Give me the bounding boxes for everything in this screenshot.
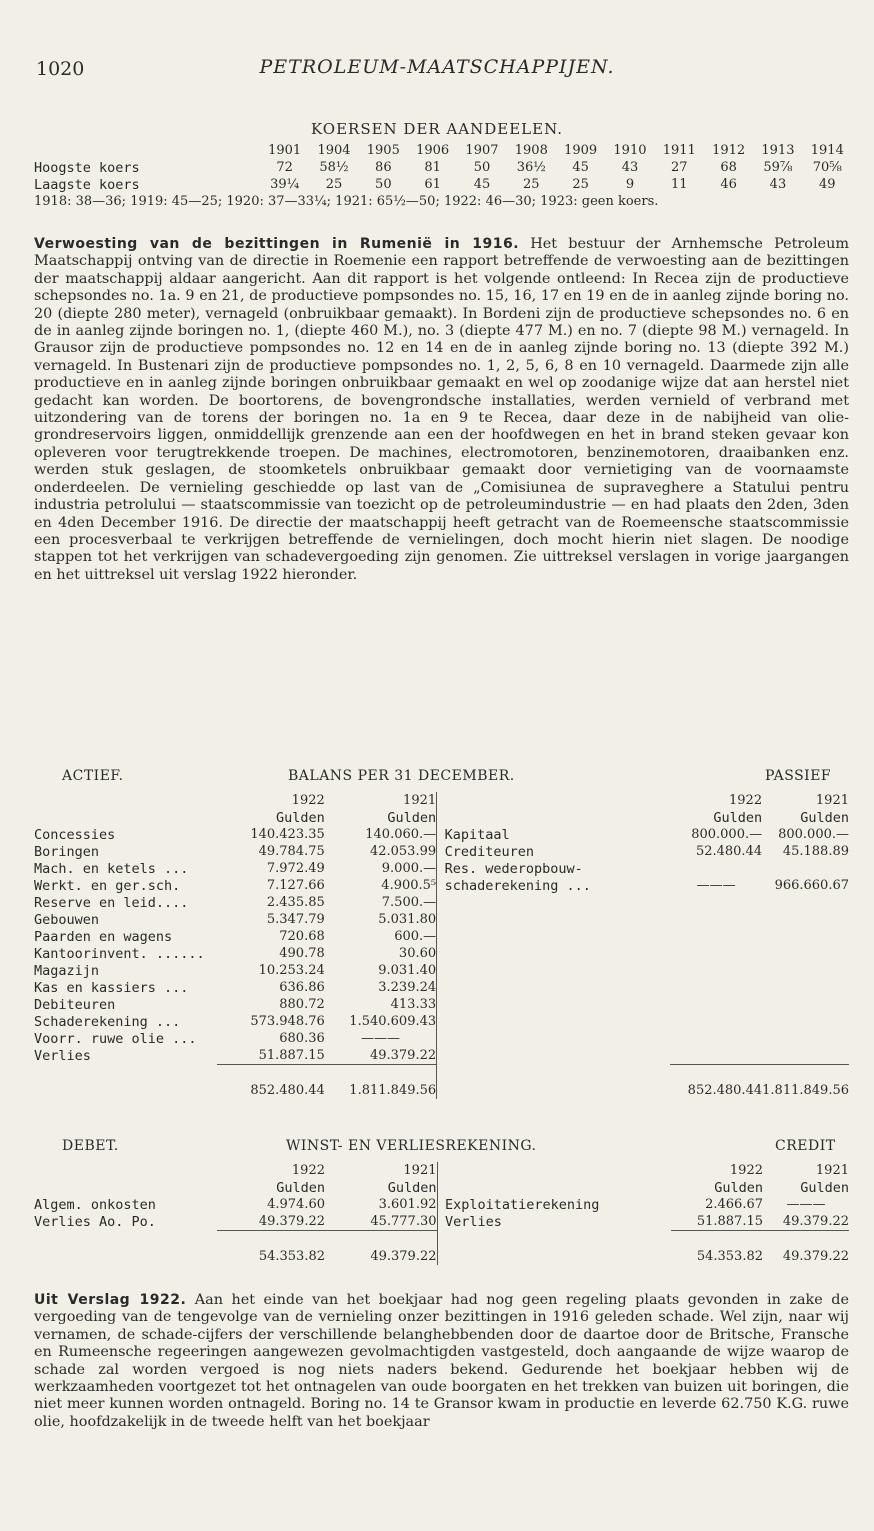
credit-value-1922: 2.466.67 xyxy=(705,1197,763,1212)
table-row xyxy=(34,979,849,996)
winst-year: 1921 xyxy=(815,1163,849,1178)
koersen-value: 81 xyxy=(424,160,441,175)
debet-value-1921: 3.601.92 xyxy=(378,1197,437,1212)
actief-value-1922: 140.423.35 xyxy=(250,827,325,842)
running-title: PETROLEUM-MAATSCHAPPIJEN. xyxy=(259,56,615,78)
actief-value-1921: 30.60 xyxy=(398,946,437,961)
koersen-value: 36½ xyxy=(516,160,546,175)
koersen-value: 50 xyxy=(375,177,392,192)
actief-label: Verlies xyxy=(34,1047,91,1064)
passief-label: schaderekening ... xyxy=(444,877,591,894)
debet-label: Verlies Ao. Po. xyxy=(34,1213,156,1230)
koersen-year: 1912 xyxy=(712,143,746,158)
passief-label: Kapitaal xyxy=(444,826,510,843)
debet-value-1922: 49.379.22 xyxy=(258,1214,325,1229)
paragraph-heading: Verwoesting van de bezittingen in Rumenië in 1916. xyxy=(34,236,520,252)
balans-unit: Gulden xyxy=(713,809,763,826)
actief-value-1922: 7.972.49 xyxy=(266,861,325,876)
balans-unit: Gulden xyxy=(800,809,849,826)
actief-value-1921: 140.060.— xyxy=(365,827,437,842)
koersen-year: 1905 xyxy=(366,143,400,158)
koersen-value: 39¼ xyxy=(270,177,300,192)
credit-value-1921: 49.379.22 xyxy=(782,1214,849,1229)
paragraph-verslag-1922 xyxy=(34,1292,849,1431)
credit-total-1921: 49.379.22 xyxy=(782,1249,849,1264)
actief-value-1921: 7.500.— xyxy=(381,895,437,910)
actief-label: Voorr. ruwe olie ... xyxy=(34,1030,197,1047)
koersen-note: 1918: 38—36; 1919: 45—25; 1920: 37—33¼; 1921: 65½—50; 1922: 46—30; 1923: geen koers. xyxy=(34,194,659,209)
koersen-row-hoogste xyxy=(34,159,852,176)
balans-unit: Gulden xyxy=(387,809,437,826)
table-row xyxy=(34,996,849,1013)
koersen-row-laagste xyxy=(34,176,852,193)
koersen-row-label: Laagste koers xyxy=(34,176,140,193)
winst-year: 1921 xyxy=(403,1163,437,1178)
koersen-row-label: Hoogste koers xyxy=(34,159,140,176)
koersen-year: 1914 xyxy=(810,143,844,158)
debet-total-1921: 49.379.22 xyxy=(370,1249,437,1264)
table-row xyxy=(34,860,849,877)
balans-year: 1921 xyxy=(403,793,437,808)
koersen-year: 1906 xyxy=(416,143,450,158)
koersen-years-row xyxy=(34,142,852,159)
koersen-value: 46 xyxy=(720,177,737,192)
actief-value-1921: 413.33 xyxy=(390,997,437,1012)
actief-value-1921: 9.000.— xyxy=(381,861,437,876)
winst-unit: Gulden xyxy=(714,1179,763,1196)
passief-value-1921: 45.188.89 xyxy=(782,844,849,859)
table-row xyxy=(34,928,849,945)
table-row xyxy=(34,877,849,894)
table-row xyxy=(34,945,849,962)
actief-value-1922: 880.72 xyxy=(279,997,325,1012)
actief-value-1922: 636.86 xyxy=(279,980,325,995)
passief-value-1922 xyxy=(670,860,762,877)
passief-total-1922: 852.480.44 xyxy=(687,1083,763,1098)
table-row xyxy=(34,826,849,843)
actief-value-1922: 5.347.79 xyxy=(266,912,325,927)
passief-total-1921: 1.811.849.56 xyxy=(762,1083,849,1098)
actief-value-1922: 573.948.76 xyxy=(250,1014,325,1029)
credit-total-1922: 54.353.82 xyxy=(696,1249,763,1264)
actief-value-1921: 1.540.609.43 xyxy=(349,1014,437,1029)
actief-total-1922: 852.480.44 xyxy=(250,1083,325,1098)
balans-passief-title: PASSIEF xyxy=(765,768,832,784)
winst-debet-title: DEBET. xyxy=(62,1138,119,1154)
koersen-value: 45 xyxy=(572,160,589,175)
actief-value-1921: ——— xyxy=(360,1031,400,1046)
credit-label: Exploitatierekening xyxy=(445,1196,600,1213)
koersen-value: 50 xyxy=(473,160,491,175)
balans-year: 1922 xyxy=(291,793,325,808)
koersen-value: 86 xyxy=(375,160,392,175)
koersen-value: 43 xyxy=(769,177,787,192)
koersen-value: 25 xyxy=(523,177,540,192)
koersen-year: 1913 xyxy=(761,143,795,158)
actief-value-1922: 49.784.75 xyxy=(258,844,325,859)
passief-value-1922: 800.000.— xyxy=(691,827,763,842)
koersen-value: 25 xyxy=(325,177,343,192)
actief-value-1921: 49.379.22 xyxy=(369,1048,437,1063)
actief-value-1922: 490.78 xyxy=(279,946,325,961)
actief-value-1921: 4.900.5⁵ xyxy=(381,878,437,893)
koersen-year: 1910 xyxy=(613,143,647,158)
actief-label: Kas en kassiers ... xyxy=(34,979,189,996)
table-row xyxy=(34,1047,849,1065)
actief-label: Schaderekening ... xyxy=(34,1013,181,1030)
winst-year: 1922 xyxy=(291,1163,325,1178)
winst-title: WINST- EN VERLIESREKENING. xyxy=(286,1138,537,1154)
balans-actief-title: ACTIEF. xyxy=(62,768,124,784)
passief-value-1922: 52.480.44 xyxy=(695,844,763,859)
actief-value-1921: 9.031.40 xyxy=(378,963,437,978)
balans-years-row xyxy=(34,792,849,809)
winst-year: 1922 xyxy=(729,1163,763,1178)
winst-unit: Gulden xyxy=(276,1179,325,1196)
page-number: 1020 xyxy=(36,58,85,80)
passief-value-1921 xyxy=(762,860,849,877)
koersen-year: 1901 xyxy=(268,143,302,158)
koersen-table xyxy=(34,142,852,193)
balans-unit: Gulden xyxy=(275,809,325,826)
debet-value-1921: 45.777.30 xyxy=(370,1214,437,1229)
actief-total-1921: 1.811.849.56 xyxy=(349,1083,437,1098)
koersen-value: 70⅝ xyxy=(812,160,842,175)
koersen-value: 9 xyxy=(625,177,635,192)
actief-value-1921: 42.053.99 xyxy=(369,844,437,859)
winst-unit-row xyxy=(34,1179,849,1196)
winst-unit: Gulden xyxy=(800,1179,849,1196)
koersen-value: 59⅞ xyxy=(763,160,793,175)
table-row xyxy=(34,911,849,928)
actief-value-1921: 5.031.80 xyxy=(378,912,437,927)
actief-label: Boringen xyxy=(34,843,100,860)
koersen-year: 1909 xyxy=(564,143,598,158)
koersen-year: 1911 xyxy=(662,143,696,158)
koersen-year: 1904 xyxy=(317,143,351,158)
balans-year: 1921 xyxy=(815,793,849,808)
actief-label: Magazijn xyxy=(34,962,100,979)
koersen-value: 49 xyxy=(819,177,836,192)
koersen-value: 61 xyxy=(424,177,441,192)
actief-label: Concessies xyxy=(34,826,116,843)
actief-label: Gebouwen xyxy=(34,911,100,928)
actief-label: Werkt. en ger.sch. xyxy=(34,877,181,894)
table-row xyxy=(34,1030,849,1047)
koersen-value: 72 xyxy=(276,160,293,175)
koersen-value: 45 xyxy=(473,177,491,192)
debet-value-1922: 4.974.60 xyxy=(267,1197,325,1212)
actief-value-1922: 720.68 xyxy=(279,929,325,944)
balans-year: 1922 xyxy=(729,793,763,808)
passief-value-1921: 800.000.— xyxy=(778,827,849,842)
winst-table xyxy=(34,1162,849,1265)
table-row xyxy=(34,843,849,860)
credit-value-1921: ——— xyxy=(786,1197,826,1212)
koersen-value: 43 xyxy=(621,160,639,175)
debet-label: Algem. onkosten xyxy=(34,1196,156,1213)
paragraph-verwoesting xyxy=(34,236,849,584)
balans-totals-row xyxy=(34,1082,849,1099)
koersen-value: 58½ xyxy=(319,160,349,175)
balans-unit-row xyxy=(34,809,849,826)
koersen-title: KOERSEN DER AANDEELEN. xyxy=(310,120,564,138)
koersen-value: 27 xyxy=(671,160,688,175)
credit-value-1922: 51.887.15 xyxy=(696,1214,763,1229)
passief-label: Crediteuren xyxy=(444,843,534,860)
actief-label: Reserve en leid.... xyxy=(34,894,189,911)
koersen-value: 25 xyxy=(572,177,589,192)
actief-value-1922: 10.253.24 xyxy=(258,963,325,978)
winst-years-row xyxy=(34,1162,849,1179)
balans-table xyxy=(34,792,849,1099)
table-row xyxy=(34,1213,849,1231)
passief-value-1921: 966.660.67 xyxy=(774,878,849,893)
debet-total-1922: 54.353.82 xyxy=(258,1249,325,1264)
paragraph-text: Het bestuur der Arnhemsche Petroleum Maatschappij ontving van de directie in Roemenie een rapport betreffende de verwoesting aan de bezittingen der maatschappij aldaar aangericht. Aan dit rapport is het volgende ontleend: In Recea zijn de productieve schepsondes no. 1a. 9 en 21, de productieve pompsondes no. 15, 16, 17 en 19 en de in aanleg zijnde boring no. 20 (diepte 280 meter), vernageld (onbruikbaar gemaakt). In Bordeni zijn de productieve schepsondes no. 6 en de in aanleg zijnde boringen no. 1, (diepte 460 M.), no. 3 (diepte 477 M.) en no. 7 (diepte 98 M.) vernageld. In Grausor zijn de productieve pompsondes no. 12 en 14 en de in aanleg zijnde boring no. 13 (diepte 392 M.) vernageld. In Bustenari zijn de productieve pompsondes no. 1, 2, 5, 6, 8 en 10 vernageld. Daarmede zijn alle productieve en in aanleg zijnde boringen onbruikbaar gemaakt en wel op zoodanige wijze dat aan herstel niet gedacht kan worden. De boortorens, de bovengrondsche installaties, werden vernield of verbrand met uitzondering van de torens der boringen no. 1a en 9 te Recea, daar deze in de nabijheid van olie-grondreservoirs liggen, onmiddellijk grenzende aan een der hoofdwegen en het in brand steken gevaar kon opleveren voor terugtrekkende troepen. De machines, electromotoren, benzinemotoren, draaibanken enz. werden stuk geslagen, de stoomketels onbruikbaar gemaakt door vernietiging van de voornaamste onderdeelen. De vernieling geschiedde op last van de „Comisiunea de supraveghere a Statului pentru industria petrolului — staatscommissie van toezicht op de petroleumindustrie — en had plaats den 2den, 3den en 4den December 1916. De directie der maatschappij heeft getracht van de Roemeensche staatscommissie een procesverbaal te verkrijgen betreffende de vernielingen, doch mocht hierin niet slagen. De noodige stappen tot het verkrijgen van schadevergoeding zijn genomen. Zie uittreksel verslagen in vorige jaargangen en het uittreksel uit verslag 1922 hieronder. xyxy=(34,236,849,583)
table-row xyxy=(34,1196,849,1213)
table-row xyxy=(34,1013,849,1030)
actief-label: Kantoorinvent. ...... xyxy=(34,945,205,962)
koersen-year: 1907 xyxy=(465,143,499,158)
passief-value-1922: ——— xyxy=(696,878,736,893)
winst-credit-title: CREDIT xyxy=(775,1138,836,1154)
koersen-value: 11 xyxy=(671,177,688,192)
winst-unit: Gulden xyxy=(387,1179,437,1196)
passief-label: Res. wederopbouw- xyxy=(444,860,583,877)
table-row xyxy=(34,962,849,979)
paragraph-heading: Uit Verslag 1922. xyxy=(34,1292,187,1308)
actief-value-1921: 600.— xyxy=(394,929,437,944)
actief-value-1922: 7.127.66 xyxy=(266,878,325,893)
winst-totals-row xyxy=(34,1248,849,1265)
koersen-year: 1908 xyxy=(514,143,548,158)
actief-value-1922: 51.887.15 xyxy=(258,1048,325,1063)
actief-label: Debiteuren xyxy=(34,996,116,1013)
actief-value-1922: 680.36 xyxy=(279,1031,325,1046)
actief-label: Paarden en wagens xyxy=(34,928,173,945)
actief-value-1921: 3.239.24 xyxy=(378,980,437,995)
paragraph-text: Aan het einde van het boekjaar had nog geen regeling plaats gevonden in zake de vergoeding van de tengevolge van de vernieling onzer bezittingen in 1916 geleden schade. Wel zijn, naar wij vernamen, de schade-cijfers der verschillende belanghebbenden door de daartoe door de Britsche, Fransche en Rumeensche regeeringen aangewezen gevolmachtigden vastgesteld, doch aangaande de wijze waarop de schade zal worden vergoed is nog niets naders bekend. Gedurende het boekjaar hebben wij de werkzaamheden voortgezet tot het ontnagelen van oude boorgaten en het trekken van buizen uit boringen, die niet meer kunnen worden ontnageld. Boring no. 14 te Gransor kwam in productie en leverde 62.750 K.G. ruwe olie, hoofdzakelijk in de tweede helft van het boekjaar xyxy=(34,1292,849,1430)
balans-title: BALANS PER 31 DECEMBER. xyxy=(288,768,515,784)
koersen-value: 68 xyxy=(720,160,737,175)
actief-label: Mach. en ketels ... xyxy=(34,860,189,877)
credit-label: Verlies xyxy=(445,1213,502,1230)
table-row xyxy=(34,894,849,911)
actief-value-1922: 2.435.85 xyxy=(266,895,325,910)
